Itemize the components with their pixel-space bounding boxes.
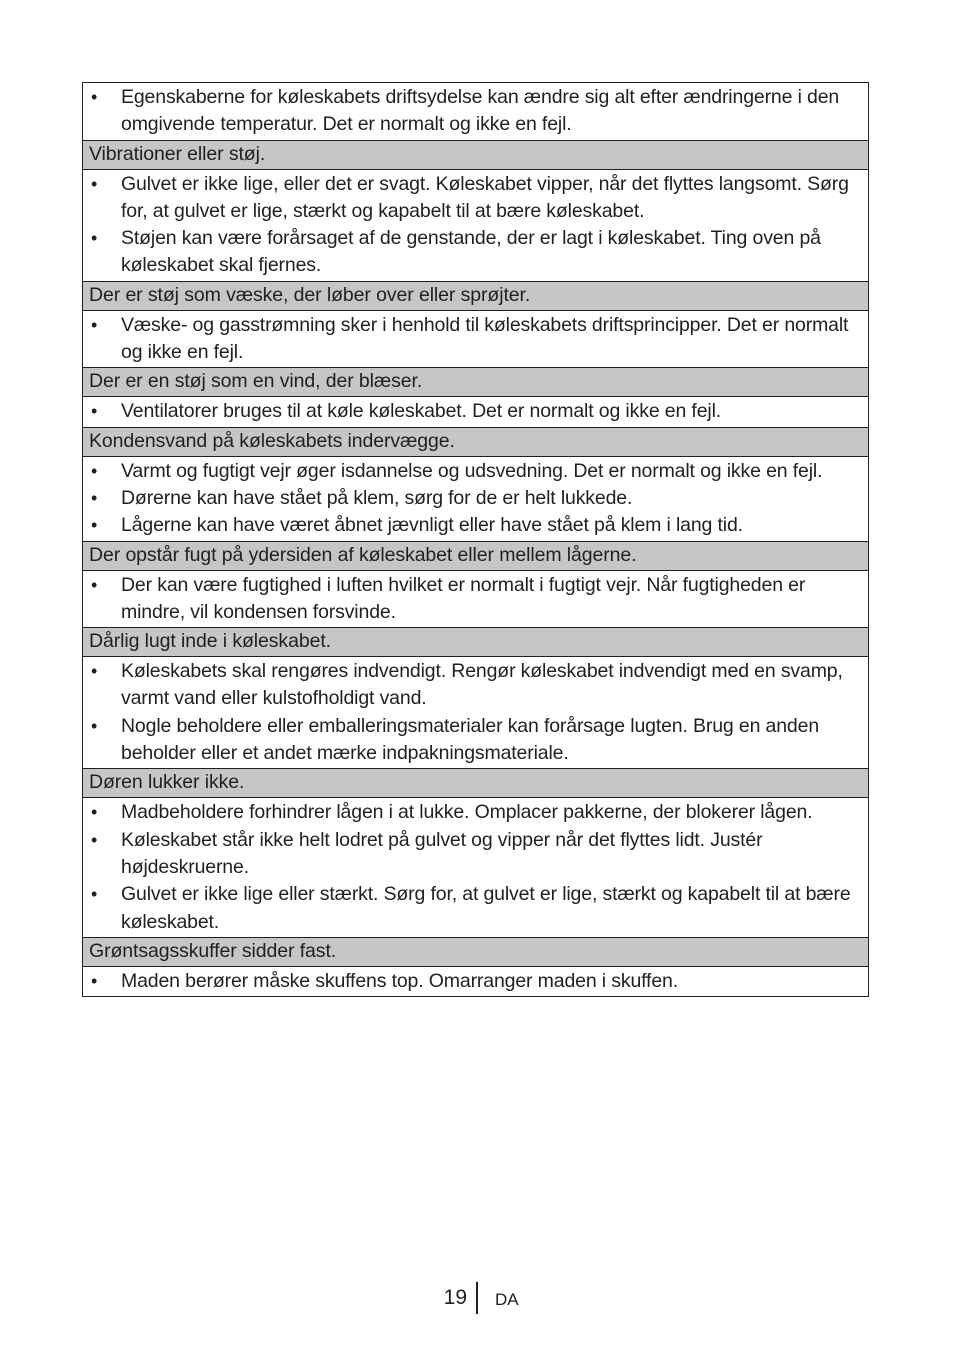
footer-divider — [476, 1282, 478, 1314]
bullet-icon: • — [91, 970, 98, 991]
solution-list — [89, 968, 862, 995]
solution-text: Maden berører måske skuffens top. Omarranger maden i skuffen. — [121, 969, 678, 992]
page-number: 19 — [443, 1286, 467, 1309]
solution-item — [89, 458, 862, 485]
solution-block — [83, 798, 868, 937]
solution-item — [89, 84, 862, 139]
solution-item — [89, 968, 862, 995]
solution-text: Ventilatorer bruges til at køle køleskabet. Det er normalt og ikke en fejl. — [121, 400, 722, 423]
problem-heading: Der er støj som væske, der løber over eller sprøjter. — [83, 282, 868, 311]
solution-item — [89, 312, 862, 367]
bullet-icon: • — [91, 515, 98, 536]
bullet-icon: • — [91, 401, 98, 422]
solution-item — [89, 827, 862, 882]
solution-item — [89, 171, 862, 226]
problem-heading: Vibrationer eller støj. — [83, 141, 868, 170]
solution-block — [83, 397, 868, 427]
solution-block — [83, 967, 868, 997]
bullet-icon: • — [91, 228, 98, 249]
solution-text: Gulvet er ikke lige eller stærkt. Sørg for, at gulvet er lige, stærkt og kapabelt til at bære køleskabet. — [121, 883, 851, 933]
solution-list — [89, 398, 862, 425]
solution-item — [89, 512, 862, 539]
solution-text: Varmt og fugtigt vejr øger isdannelse og udsvedning. Det er normalt og ikke en fejl. — [121, 459, 823, 482]
solution-list — [89, 799, 862, 935]
bullet-icon: • — [91, 661, 98, 682]
bullet-icon: • — [91, 314, 98, 335]
solution-list — [89, 171, 862, 280]
language-code: DA — [495, 1290, 519, 1309]
solution-text: Støjen kan være forårsaget af de genstande, der er lagt i køleskabet. Ting oven på køleskabet skal fjernes. — [121, 227, 821, 277]
solution-text: Nogle beholdere eller emballeringsmaterialer kan forårsage lugten. Brug en anden beholder eller et andet mærke indpakningsmateriale. — [121, 714, 820, 765]
solution-item — [89, 799, 862, 826]
solution-text: Køleskabets skal rengøres indvendigt. Rengør køleskabet indvendigt med en svamp, varmt vand eller kulstofholdigt vand. — [121, 660, 843, 710]
problem-heading: Der er en støj som en vind, der blæser. — [83, 368, 868, 397]
solution-list — [89, 84, 862, 139]
solution-text: Der kan være fugtighed i luften hvilket er normalt i fugtigt vejr. Når fugtigheden er mindre, vil kondensen forsvinde. — [121, 573, 806, 623]
solution-block — [83, 571, 868, 629]
bullet-icon: • — [91, 829, 98, 850]
bullet-icon: • — [91, 802, 98, 823]
problem-heading: Døren lukker ikke. — [83, 769, 868, 798]
solution-block — [83, 311, 868, 369]
bullet-icon: • — [91, 884, 98, 905]
bullet-icon: • — [91, 173, 98, 194]
solution-text: Køleskabet står ikke helt lodret på gulvet og vipper når det flyttes lidt. Justér højdeskruerne. — [121, 828, 763, 878]
bullet-icon: • — [91, 574, 98, 595]
problem-heading: Grøntsagsskuffer sidder fast. — [83, 938, 868, 967]
solution-text: Lågerne kan have været åbnet jævnligt eller have stået på klem i lang tid. — [121, 514, 743, 537]
solution-block — [83, 83, 868, 141]
solution-block — [83, 457, 868, 542]
bullet-icon: • — [91, 715, 98, 736]
solution-block — [83, 657, 868, 769]
solution-list — [89, 458, 862, 540]
solution-item — [89, 398, 862, 425]
solution-list — [89, 572, 862, 627]
problem-heading: Dårlig lugt inde i køleskabet. — [83, 628, 868, 657]
solution-text: Madbeholdere forhindrer lågen i at lukke. Omplacer pakkerne, der blokerer lågen. — [121, 801, 813, 824]
solution-item — [89, 485, 862, 512]
solution-item — [89, 572, 862, 627]
solution-list — [89, 658, 862, 767]
solution-item — [89, 713, 862, 768]
solution-text: Gulvet er ikke lige, eller det er svagt. Køleskabet vipper, når det flyttes langsomt. Sørg for, at gulvet er lige, stærkt og kapabelt til at bære køleskabet. — [121, 172, 849, 222]
solution-item — [89, 881, 862, 936]
solution-item — [89, 225, 862, 280]
bullet-icon: • — [91, 487, 98, 508]
bullet-icon: • — [91, 87, 98, 107]
solution-block — [83, 170, 868, 282]
page-footer — [0, 1282, 954, 1316]
problem-heading: Kondensvand på køleskabets indervægge. — [83, 428, 868, 457]
troubleshooting-table — [82, 82, 869, 997]
solution-text: Dørerne kan have stået på klem, sørg for de er helt lukkede. — [121, 486, 633, 509]
solution-text: Egenskaberne for køleskabets driftsydelse kan ændre sig alt efter ændringerne i den omgivende temperatur. Det er normalt og ikke en fejl. — [121, 86, 840, 136]
solution-list — [89, 312, 862, 367]
solution-item — [89, 658, 862, 713]
bullet-icon: • — [91, 460, 98, 481]
problem-heading: Der opstår fugt på ydersiden af køleskabet eller mellem lågerne. — [83, 542, 868, 571]
solution-text: Væske- og gasstrømning sker i henhold til køleskabets driftsprincipper. Det er normalt og ikke en fejl. — [121, 313, 849, 364]
